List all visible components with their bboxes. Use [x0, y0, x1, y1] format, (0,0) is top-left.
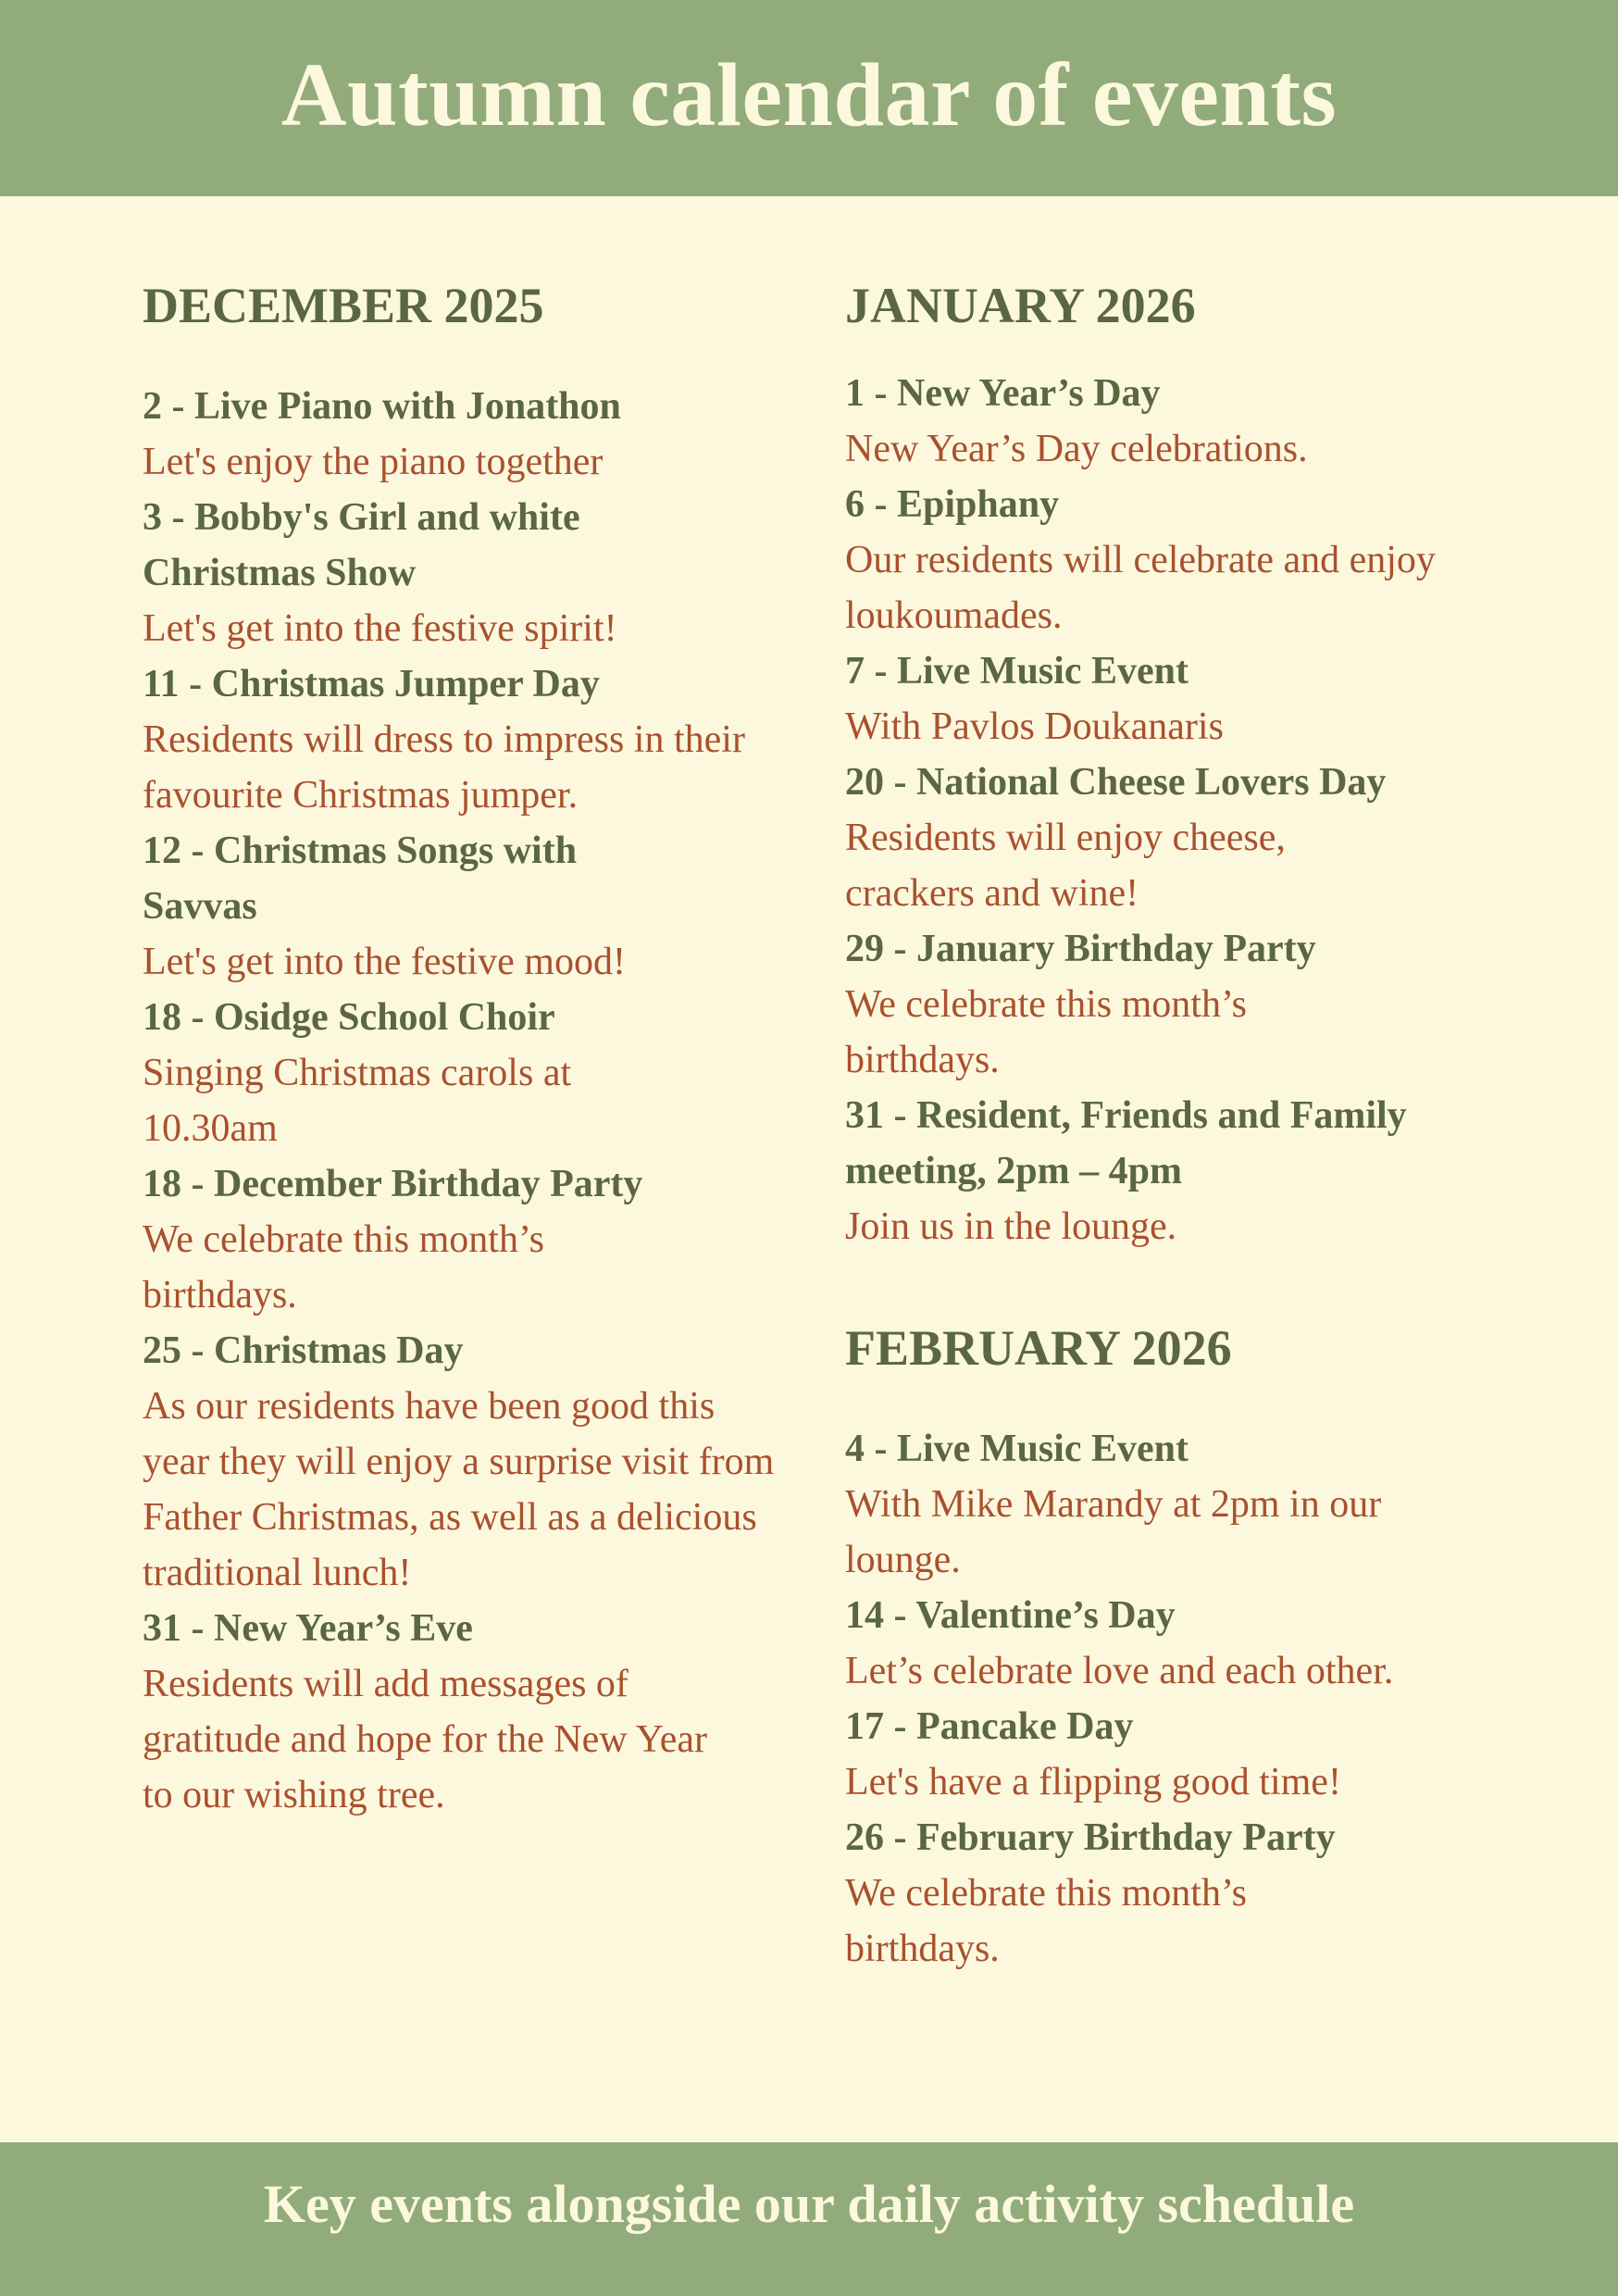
- event-title: 7 - Live Music Event: [845, 650, 1189, 693]
- event-description: Let’s celebrate love and each other.: [845, 1650, 1394, 1692]
- event-description: As our residents have been good this year they will enjoy a surprise visit from Father Christmas, as well as a delicious traditional lunch!: [143, 1385, 775, 1594]
- event-title: 25 - Christmas Day: [143, 1329, 464, 1372]
- event-description: With Mike Marandy at 2pm in our lounge.: [845, 1483, 1382, 1581]
- event-description: Singing Christmas carols at 10.30am: [143, 1052, 572, 1150]
- event-item: [143, 823, 790, 990]
- event-title: 18 - December Birthday Party: [143, 1163, 643, 1205]
- footer-banner: [0, 2142, 1618, 2296]
- event-description: We celebrate this month’s birthdays.: [143, 1218, 544, 1316]
- event-item: [845, 755, 1493, 921]
- event-description: Let's have a flipping good time!: [845, 1761, 1341, 1803]
- event-title: 31 - Resident, Friends and Family meeting, 2pm – 4pm: [845, 1094, 1407, 1192]
- event-item: [845, 921, 1493, 1088]
- event-description: Let's enjoy the piano together: [143, 441, 604, 483]
- event-title: 4 - Live Music Event: [845, 1428, 1189, 1470]
- event-description: We celebrate this month’s birthdays.: [845, 1872, 1247, 1970]
- event-description: Residents will add messages of gratitude and hope for the New Year to our wishing tree.: [143, 1663, 707, 1816]
- event-title: 26 - February Birthday Party: [845, 1816, 1336, 1859]
- event-item: [143, 656, 790, 823]
- event-item: [143, 1323, 790, 1601]
- event-title: 11 - Christmas Jumper Day: [143, 663, 600, 705]
- event-title: 3 - Bobby's Girl and white Christmas Show: [143, 496, 580, 594]
- event-title: 6 - Epiphany: [845, 483, 1060, 526]
- event-description: New Year’s Day celebrations.: [845, 428, 1308, 470]
- event-item: [845, 643, 1493, 755]
- event-description: Residents will dress to impress in their favourite Christmas jumper.: [143, 718, 745, 817]
- left-column: [143, 273, 790, 1823]
- event-title: 2 - Live Piano with Jonathon: [143, 385, 621, 428]
- event-title: 12 - Christmas Songs with Savvas: [143, 830, 578, 928]
- event-title: 17 - Pancake Day: [845, 1705, 1134, 1748]
- month-december: [143, 273, 790, 1823]
- event-item: [845, 366, 1493, 477]
- event-item: [845, 1699, 1493, 1810]
- month-heading: DECEMBER 2025: [143, 278, 544, 333]
- right-column: [845, 273, 1493, 1977]
- event-description: Join us in the lounge.: [845, 1205, 1177, 1248]
- event-title: 1 - New Year’s Day: [845, 372, 1161, 415]
- event-item: [845, 1421, 1493, 1588]
- event-item: [845, 1810, 1493, 1977]
- event-title: 31 - New Year’s Eve: [143, 1607, 473, 1650]
- event-description: Let's get into the festive mood!: [143, 941, 626, 983]
- month-january: [845, 273, 1493, 1254]
- month-heading: JANUARY 2026: [845, 278, 1196, 333]
- event-description: Our residents will celebrate and enjoy loukoumades.: [845, 539, 1436, 637]
- event-title: 14 - Valentine’s Day: [845, 1594, 1176, 1637]
- footer-tagline: Key events alongside our daily activity schedule: [263, 2174, 1355, 2234]
- event-description: Residents will enjoy cheese, crackers and wine!: [845, 817, 1286, 915]
- event-item: [143, 490, 790, 656]
- event-title: 29 - January Birthday Party: [845, 928, 1316, 970]
- event-item: [143, 379, 790, 490]
- event-description: We celebrate this month’s birthdays.: [845, 983, 1247, 1081]
- event-description: With Pavlos Doukanaris: [845, 705, 1224, 748]
- event-title: 20 - National Cheese Lovers Day: [845, 761, 1387, 804]
- event-item: [143, 1156, 790, 1323]
- event-item: [845, 477, 1493, 643]
- month-february: [845, 1316, 1493, 1977]
- event-item: [143, 990, 790, 1156]
- header-banner: [0, 0, 1618, 196]
- event-item: [845, 1088, 1493, 1254]
- event-title: 18 - Osidge School Choir: [143, 996, 555, 1039]
- page-title: Autumn calendar of events: [280, 45, 1338, 145]
- month-heading: FEBRUARY 2026: [845, 1320, 1232, 1376]
- event-item: [143, 1601, 790, 1823]
- event-item: [845, 1588, 1493, 1699]
- event-description: Let's get into the festive spirit!: [143, 607, 617, 650]
